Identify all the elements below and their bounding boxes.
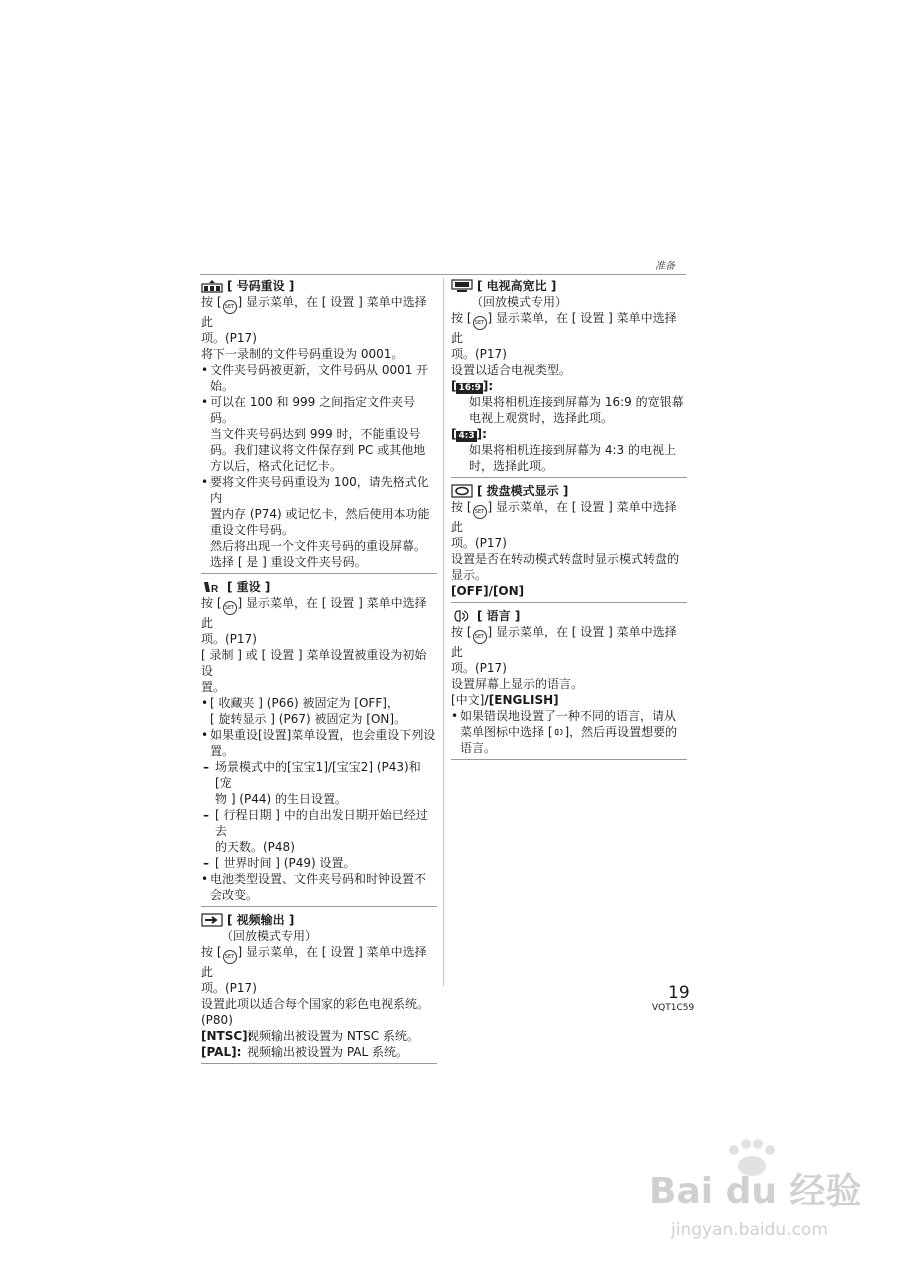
reset-icon	[201, 580, 223, 594]
bullet-item: • 可以在 100 和 999 之间指定文件夹号码。 当文件夹号码达到 999 时，不能重设号 码。我们建议将文件保存到 PC 或其他地 方以后，格式化记忆卡。	[201, 394, 437, 474]
description: [ 录制 ] 或 [ 设置 ] 菜单设置被重设为初始设	[201, 648, 427, 678]
language-icon	[553, 726, 565, 738]
bullet-item: • 文件夹号码被更新，文件号码从 0001 开 始。	[201, 362, 437, 394]
description: 设置以适合电视类型。	[451, 363, 572, 377]
section-subtitle: （回放模式专用）	[221, 929, 318, 943]
instruction: 按 [ SET ] 显示菜单，在 [ 设置 ] 菜单中选择此	[201, 596, 427, 630]
instruction: 按 [ SET ] 显示菜单，在 [ 设置 ] 菜单中选择此	[451, 500, 677, 534]
menu-set-button-icon: SET	[223, 950, 237, 964]
instruction: 按 [ SET ] 显示菜单，在 [ 设置 ] 菜单中选择此	[451, 625, 677, 659]
section-file-number-reset	[201, 278, 437, 574]
option-desc: 如果将相机连接到屏幕为 4:3 的电视上	[469, 443, 676, 457]
option-desc: 时，选择此项。	[469, 459, 554, 473]
bullet-item: • 要将文件夹号码重设为 100，请先格式化内 置内存 (P74) 或记忆卡，然后使用本功能 重设文件号码。 然后将出现一个文件夹号码的重设屏幕。 选择 [ 是 ] 重设文件夹号码。	[201, 474, 437, 570]
section-title: [ 语言 ]	[477, 609, 521, 623]
page-number: 19	[668, 983, 690, 1003]
section-dial-display	[451, 483, 687, 603]
right-column	[451, 278, 687, 765]
top-rule	[200, 274, 686, 275]
menu-set-button-icon: SET	[223, 300, 237, 314]
watermark-url: jingyan.baidu.com	[671, 1220, 828, 1240]
description: 将下一录制的文件号码重设为 0001。	[201, 347, 404, 361]
description: 设置此项以适合每个国家的彩色电视系统。	[201, 997, 430, 1011]
aspect-4-3-icon: 4:3	[458, 431, 475, 441]
instruction-ref: 项。(P17)	[451, 347, 507, 361]
bullet-item: • 如果重设[设置]菜单设置，也会重设下列设 置。	[201, 727, 437, 759]
menu-set-button-icon: SET	[223, 601, 237, 615]
aspect-16-9-icon: 16:9	[458, 383, 481, 393]
watermark-brand: Bai du 经验	[649, 1171, 862, 1212]
menu-set-button-icon: SET	[473, 630, 487, 644]
option-values: [中文]/[ENGLISH]	[451, 693, 559, 707]
bullet-item: • [ 收藏夹 ] (P66) 被固定为 [OFF]， [ 旋转显示 ] (P67) 被固定为 [ON]。	[201, 695, 437, 727]
option-16-9: [ 16:9 ]:	[451, 379, 494, 393]
menu-set-button-icon: SET	[473, 505, 487, 519]
instruction-ref: 项。(P17)	[201, 331, 257, 345]
section-title: [ 电视高宽比 ]	[477, 279, 557, 293]
model-code: VQT1C59	[652, 1003, 695, 1013]
instruction-ref: 项。(P17)	[201, 632, 257, 646]
option-pal: [PAL]: 视频输出被设置为 PAL 系统。	[201, 1045, 408, 1059]
option-values: [OFF]/[ON]	[451, 584, 525, 598]
instruction-ref: 项。(P17)	[451, 661, 507, 675]
tv-aspect-icon	[451, 279, 473, 293]
instruction-ref: 项。(P17)	[451, 536, 507, 550]
dash-item: – 场景模式中的[宝宝1]/[宝宝2] (P43)和[宠 物 ] (P44) 的生日设置。	[201, 759, 437, 807]
section-title: [ 号码重设 ]	[227, 279, 295, 293]
description: (P80)	[201, 1013, 233, 1027]
dash-item: – [ 行程日期 ] 中的自出发日期开始已经过去 的天数。(P48)	[201, 807, 437, 855]
menu-set-button-icon: SET	[473, 316, 487, 330]
dash-item: – [ 世界时间 ] (P49) 设置。	[201, 855, 437, 871]
description: 显示。	[451, 568, 488, 582]
svg-text:R: R	[211, 584, 219, 594]
section-title: [ 视频输出 ]	[227, 913, 295, 927]
instruction: 按 [ SET ] 显示菜单，在 [ 设置 ] 菜单中选择此	[451, 311, 677, 345]
file-number-reset-icon	[201, 279, 223, 293]
video-out-icon	[201, 913, 223, 927]
dial-display-icon	[451, 484, 473, 498]
option-ntsc: [NTSC]: 视频输出被设置为 NTSC 系统。	[201, 1029, 419, 1043]
section-header: 准备	[655, 261, 675, 272]
column-divider	[443, 278, 444, 986]
option-4-3: [ 4:3 ]:	[451, 427, 487, 441]
section-title: [ 拨盘模式显示 ]	[477, 484, 569, 498]
section-title: [ 重设 ]	[227, 580, 271, 594]
bullet-item: • 电池类型设置、文件夹号码和时钟设置不 会改变。	[201, 871, 437, 903]
description: 置。	[201, 680, 226, 694]
section-reset	[201, 579, 437, 907]
section-tv-aspect	[451, 278, 687, 478]
instruction: 按 [ SET ] 显示菜单，在 [ 设置 ] 菜单中选择此	[201, 945, 427, 979]
section-video-out	[201, 912, 437, 1064]
description: 设置是否在转动模式转盘时显示模式转盘的	[451, 552, 680, 566]
instruction: 按 [ SET ] 显示菜单，在 [ 设置 ] 菜单中选择此	[201, 295, 427, 329]
language-icon	[451, 609, 473, 623]
left-column	[201, 278, 437, 1069]
instruction-ref: 项。(P17)	[201, 981, 257, 995]
option-desc: 电视上观赏时，选择此项。	[469, 411, 614, 425]
description: 设置屏幕上显示的语言。	[451, 677, 584, 691]
section-language	[451, 608, 687, 760]
option-desc: 如果将相机连接到屏幕为 16:9 的宽银幕	[469, 395, 684, 409]
section-subtitle: （回放模式专用）	[471, 295, 568, 309]
bullet-item: • 如果错误地设置了一种不同的语言，请从 菜单图标中选择 [ ]，然后再设置想要的 语言。	[451, 708, 687, 756]
